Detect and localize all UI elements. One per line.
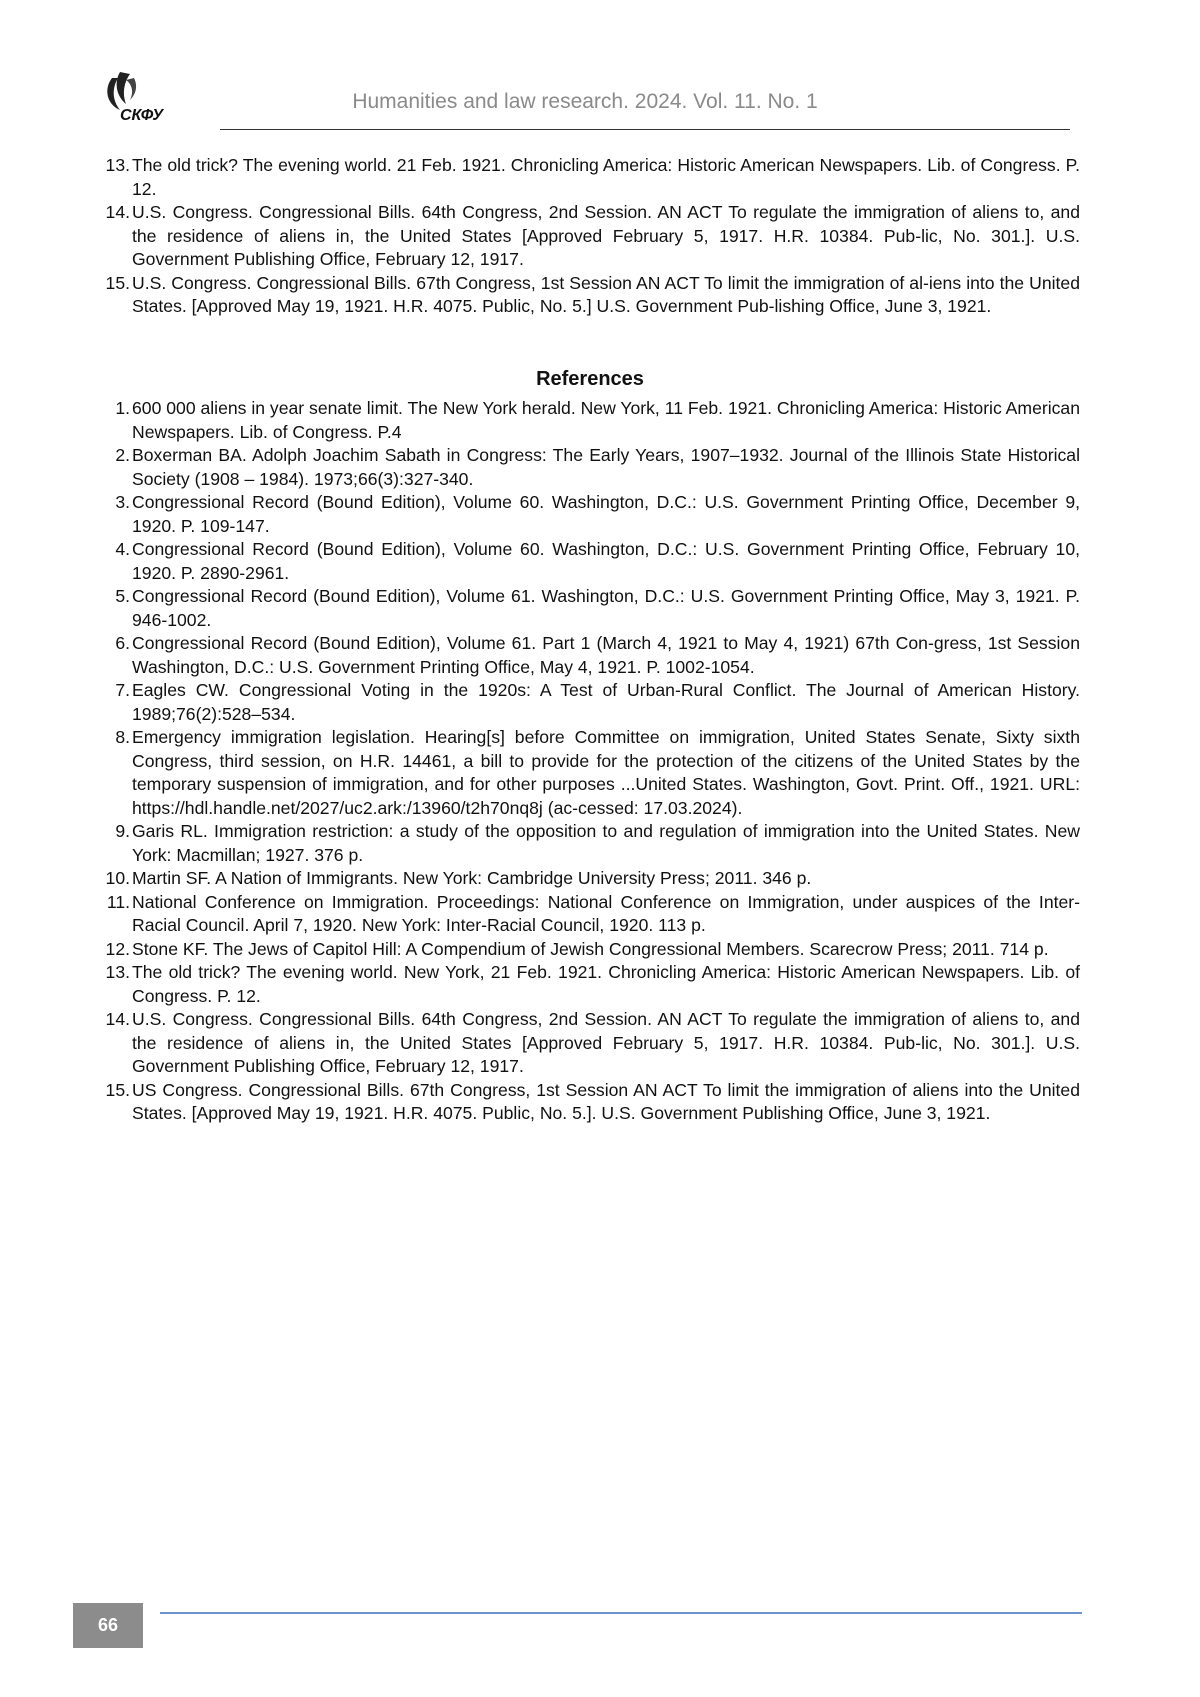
reference-number: 12. — [105, 938, 130, 959]
reference-item — [100, 938, 1080, 962]
reference-item — [100, 444, 1080, 491]
reference-item — [100, 820, 1080, 867]
reference-number: 9. — [115, 821, 130, 841]
reference-text: Congressional Record (Bound Edition), Volume 60. Washington, D.C.: U.S. Government Printing Office, February 10, 1920. P. 2890-2961. — [132, 539, 1080, 583]
reference-text: Martin SF. A Nation of Immigrants. New York: Cambridge University Press; 2011. 346 p. — [132, 868, 812, 888]
reference-item — [100, 397, 1080, 444]
reference-text: Eagles CW. Congressional Voting in the 1920s: A Test of Urban-Rural Conflict. The Journal of American History. 1989;76(2):528–534. — [132, 680, 1080, 724]
reference-item — [100, 1079, 1080, 1126]
reference-number: 7. — [115, 680, 130, 700]
reference-number: 13. — [105, 962, 130, 982]
notes-list — [100, 154, 1080, 319]
note-item — [100, 272, 1080, 319]
reference-text: National Conference on Immigration. Proceedings: National Conference on Immigration, under auspices of the Inter-Racial Council. April 7, 1920. New York: Inter-Racial Council, 1920. 113 p. — [132, 891, 1080, 935]
reference-text: Emergency immigration legislation. Hearing[s] before Committee on immigration, United States Senate, Sixty sixth Congress, third session, on H.R. 14461, a bill to provide for the protection of the citizens of the United States by the temporary suspension of immigration, and for other purposes ...United States. Washington, Govt. Print. Off., 1921. URL: https://hdl.handle.net/2027/uc2.ark:/13960/t2h70nq8j (ac-cessed: 17.03.2024). — [132, 727, 1080, 818]
reference-number: 3. — [115, 492, 130, 512]
note-number: 14. — [105, 202, 130, 222]
note-number: 13. — [105, 155, 130, 175]
page-number-box — [73, 1603, 143, 1648]
reference-item — [100, 491, 1080, 538]
logo-label: СКФУ — [120, 107, 164, 124]
journal-title: Humanities and law research. 2024. Vol. 11. No. 1 — [352, 90, 818, 113]
reference-text: Stone KF. The Jews of Capitol Hill: A Compendium of Jewish Congressional Members. Scarecrow Press; 2011. 714 p. — [132, 938, 1049, 959]
reference-text: Boxerman BA. Adolph Joachim Sabath in Congress: The Early Years, 1907–1932. Journal of the Illinois State Historical Society (1908 – 1984). 1973;66(3):327-340. — [132, 445, 1080, 489]
page-number: 66 — [97, 1615, 119, 1635]
references-list — [100, 397, 1080, 1126]
reference-text: Garis RL. Immigration restriction: a study of the opposition to and regulation of immigration into the United States. New York: Macmillan; 1927. 376 p. — [132, 821, 1080, 865]
reference-text: The old trick? The evening world. New York, 21 Feb. 1921. Chronicling America: Historic American Newspapers. Lib. of Congress. P. 12. — [132, 962, 1080, 1006]
reference-number: 15. — [105, 1079, 130, 1100]
reference-number: 10. — [105, 868, 130, 888]
reference-text: 600 000 aliens in year senate limit. The New York herald. New York, 11 Feb. 1921. Chronicling America: Historic American Newspapers. Lib. of Congress. P.4 — [132, 398, 1080, 442]
reference-item — [100, 867, 1080, 891]
note-item — [100, 201, 1080, 272]
reference-text: Congressional Record (Bound Edition), Volume 60. Washington, D.C.: U.S. Government Printing Office, December 9, 1920. P. 109-147. — [132, 492, 1080, 536]
reference-number: 6. — [115, 633, 130, 653]
reference-number: 4. — [115, 539, 130, 559]
footer-divider — [160, 1612, 1082, 1614]
note-text: U.S. Congress. Congressional Bills. 64th Congress, 2nd Session. AN ACT To regulate the immigration of aliens to, and the residence of aliens in, the United States [Approved February 5, 1917. H.R. 10384. Pub-lic, No. 301.]. U.S. Government Publishing Office, February 12, 1917. — [132, 202, 1080, 269]
page-header — [100, 70, 1070, 132]
reference-text: U.S. Congress. Congressional Bills. 64th Congress, 2nd Session. AN ACT To regulate the immigration of aliens to, and the residence of aliens in, the United States [Approved February 5, 1917. H.R. 10384. Pub-lic, No. 301.]. U.S. Government Publishing Office, February 12, 1917. — [132, 1009, 1080, 1076]
reference-text: US Congress. Congressional Bills. 67th Congress, 1st Session AN ACT To limit the immigration of aliens into the United States. [Approved May 19, 1921. H.R. 4075. Public, No. 5.]. U.S. Government Publishing Office, June 3, 1921. — [132, 1079, 1080, 1123]
note-item — [100, 154, 1080, 201]
reference-item — [100, 891, 1080, 938]
note-text: U.S. Congress. Congressional Bills. 67th Congress, 1st Session AN ACT To limit the immigration of al-iens into the United States. [Approved May 19, 1921. H.R. 4075. Public, No. 5.] U.S. Government Pub-lishing Office, June 3, 1921. — [132, 272, 1080, 316]
reference-number: 11. — [106, 891, 130, 912]
reference-text: Congressional Record (Bound Edition), Volume 61. Part 1 (March 4, 1921 to May 4, 1921) 67th Con-gress, 1st Session Washington, D.C.: U.S. Government Printing Office, May 4, 1921. P. 1002-1054. — [132, 633, 1080, 677]
header-divider — [220, 129, 1070, 130]
reference-item — [100, 585, 1080, 632]
reference-item — [100, 632, 1080, 679]
note-number: 15. — [105, 272, 130, 293]
reference-item — [100, 538, 1080, 585]
reference-number: 14. — [105, 1009, 130, 1029]
reference-number: 5. — [115, 586, 130, 606]
reference-number: 2. — [115, 445, 130, 465]
references-heading: References — [536, 368, 644, 390]
reference-item — [100, 679, 1080, 726]
reference-item — [100, 726, 1080, 820]
reference-number: 1. — [115, 398, 130, 418]
reference-text: Congressional Record (Bound Edition), Volume 61. Washington, D.C.: U.S. Government Printing Office, May 3, 1921. P. 946-1002. — [132, 586, 1080, 630]
reference-item — [100, 1008, 1080, 1079]
note-text: The old trick? The evening world. 21 Feb. 1921. Chronicling America: Historic American Newspapers. Lib. of Congress. P. 12. — [132, 155, 1080, 199]
reference-item — [100, 961, 1080, 1008]
reference-number: 8. — [115, 727, 130, 747]
